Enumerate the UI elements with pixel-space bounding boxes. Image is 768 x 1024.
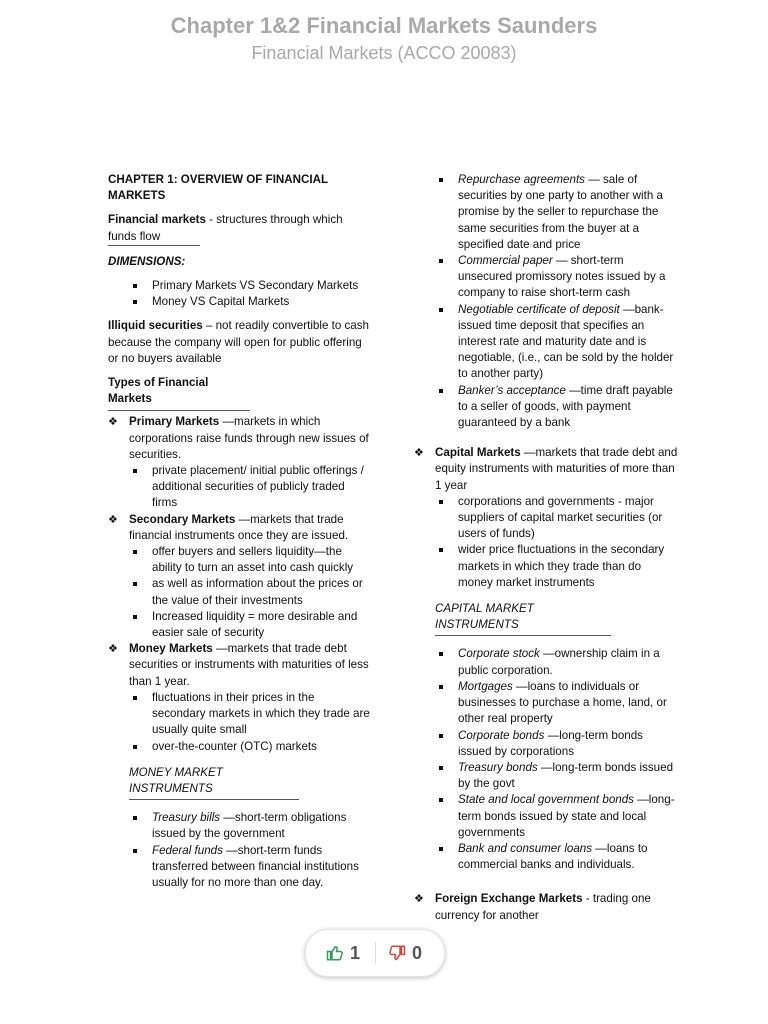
- term: Bank and consumer loans: [458, 841, 593, 855]
- capital-market-instruments-list: [414, 646, 678, 873]
- diamond-bullet-icon: ❖: [414, 447, 424, 460]
- capital-bullets: [414, 494, 678, 591]
- list-item: Money VS Capital Markets: [130, 294, 370, 310]
- definition: — short-term unsecured promissory notes issued by a company to raise short-term cash: [458, 254, 666, 300]
- list-item: fluctuations in their prices in the secondary markets in which they trade are usually quite small: [130, 690, 370, 739]
- term: Primary Markets: [129, 415, 220, 429]
- definition: —long-term bonds issued by state and local governments: [458, 793, 675, 839]
- list-item: [130, 843, 370, 892]
- term: State and local government bonds: [458, 793, 634, 807]
- diamond-bullet-icon: ❖: [108, 513, 118, 526]
- vote-bar: [305, 929, 445, 977]
- secondary-bullets: [108, 544, 370, 641]
- mmi-heading-wrap: [108, 765, 370, 800]
- term: Treasury bills: [152, 811, 221, 825]
- foreign-exchange-markets-item: [414, 891, 678, 923]
- term: Negotiable certificate of deposit: [458, 302, 620, 316]
- definition: —ownership claim in a public corporation.: [458, 647, 660, 677]
- primary-markets-item: [108, 414, 370, 463]
- list-item: Primary Markets VS Secondary Markets: [130, 278, 370, 294]
- dimensions-list: [108, 278, 370, 310]
- term: Banker’s acceptance: [458, 383, 566, 397]
- definition: – not readily convertible to cash because the company will open for public offering or no buyers available: [108, 319, 369, 365]
- term: Secondary Markets: [129, 512, 236, 526]
- illiquid-definition: [108, 318, 370, 367]
- money-market-instruments-heading: MONEY MARKET INSTRUMENTS: [129, 765, 299, 800]
- list-item: [436, 253, 678, 302]
- term: Financial markets: [108, 213, 206, 227]
- definition: — sale of securities by one party to another with a promise by the seller to repurchase the same securities from the buyer at a specified date and price: [458, 173, 663, 251]
- left-column: [108, 172, 370, 891]
- definition: - trading one currency for another: [435, 892, 651, 922]
- right-column: [414, 172, 678, 924]
- diamond-bullet-icon: ❖: [108, 643, 118, 656]
- chapter-title: CHAPTER 1: OVERVIEW OF FINANCIAL MARKETS: [108, 173, 328, 203]
- money-bullets: [108, 690, 370, 755]
- capital-market-instruments-heading: CAPITAL MARKET INSTRUMENTS: [435, 601, 611, 636]
- definition: —long-term bonds issued by corporations: [458, 728, 643, 758]
- list-item: [436, 383, 678, 432]
- definition: —short-term funds transferred between financial institutions usually for no more than one day.: [152, 843, 359, 889]
- secondary-markets-item: [108, 512, 370, 544]
- definition: —short-term obligations issued by the government: [152, 811, 347, 841]
- document-title: Chapter 1&2 Financial Markets Saunders: [170, 13, 598, 38]
- list-item: as well as information about the prices or the value of their investments: [130, 576, 370, 608]
- term: Money Markets: [129, 642, 213, 656]
- dimensions-label: DIMENSIONS:: [108, 254, 186, 268]
- types-heading: Types of Financial Markets: [108, 375, 250, 411]
- term: Treasury bonds: [458, 760, 538, 774]
- money-market-instruments-list: [108, 810, 370, 891]
- term: Mortgages: [458, 679, 513, 693]
- definition: —markets that trade financial instruments once they are issued.: [129, 512, 349, 542]
- primary-bullets: [108, 463, 370, 512]
- list-item: private placement/ initial public offerings / additional securities of publicly traded firms: [130, 463, 370, 512]
- upvote-count: 1: [350, 942, 361, 963]
- downvote-button[interactable]: [388, 930, 422, 976]
- term: Capital Markets: [435, 446, 521, 460]
- upvote-button[interactable]: [326, 930, 360, 976]
- list-item: offer buyers and sellers liquidity—the ability to turn an asset into cash quickly: [130, 544, 370, 576]
- list-item: [436, 172, 678, 253]
- definition: —time draft payable to a seller of goods, with payment guaranteed by a bank: [458, 383, 673, 430]
- vote-divider: [375, 942, 376, 964]
- money-markets-item: [108, 641, 370, 690]
- list-item: corporations and governments - major suppliers of capital market securities (or users of funds): [436, 494, 678, 543]
- definition: —loans to commercial banks and individuals.: [458, 841, 648, 872]
- definition: —markets that trade debt and equity instruments with maturities of more than 1 year: [435, 446, 678, 492]
- term: Commercial paper: [458, 254, 553, 268]
- term: Corporate stock: [458, 647, 540, 661]
- term: Repurchase agreements: [458, 173, 585, 186]
- list-item: [436, 646, 678, 678]
- definition: —long-term bonds issued by the govt: [458, 760, 674, 791]
- list-item: [436, 841, 678, 873]
- definition: —markets in which corporations raise funds through new issues of securities.: [129, 415, 369, 461]
- cmi-heading-wrap: [414, 601, 678, 636]
- downvote-count: 0: [412, 942, 423, 963]
- diamond-bullet-icon: ❖: [414, 893, 424, 906]
- definition: —loans to individuals or businesses to purchase a home, land, or other real property: [458, 679, 667, 726]
- course-subtitle: Financial Markets (ACCO 20083): [251, 43, 517, 63]
- definition: —markets that trade debt securities or instruments with maturities of less than 1 year.: [129, 642, 369, 688]
- financial-markets-definition: [108, 212, 370, 245]
- list-item: [436, 728, 678, 760]
- list-item: Increased liquidity = more desirable and easier sale of security: [130, 609, 370, 641]
- list-item: [130, 810, 370, 842]
- term: Illiquid securities: [108, 319, 203, 333]
- list-item: over-the-counter (OTC) markets: [130, 739, 370, 755]
- capital-markets-item: [414, 445, 678, 494]
- document-header: [0, 12, 768, 66]
- thumbs-down-icon: [388, 944, 406, 962]
- list-item: [436, 792, 678, 841]
- term: Federal funds: [152, 843, 223, 857]
- list-item: wider price fluctuations in the secondary markets in which they trade than do money market instruments: [436, 542, 678, 591]
- term: Foreign Exchange Markets: [435, 892, 583, 906]
- definition-cont: funds flow: [108, 229, 200, 246]
- list-item: [436, 760, 678, 792]
- diamond-bullet-icon: ❖: [108, 416, 118, 429]
- definition: —bank-issued time deposit that specifies an interest rate and maturity date and is negotiable, (i.e., can be sold by the holder to another party): [458, 302, 674, 381]
- list-item: [436, 679, 678, 728]
- money-market-instruments-cont: [414, 172, 678, 431]
- definition: - structures through which: [205, 213, 343, 227]
- list-item: [436, 302, 678, 383]
- term: Corporate bonds: [458, 728, 545, 742]
- thumbs-up-icon: [326, 944, 344, 962]
